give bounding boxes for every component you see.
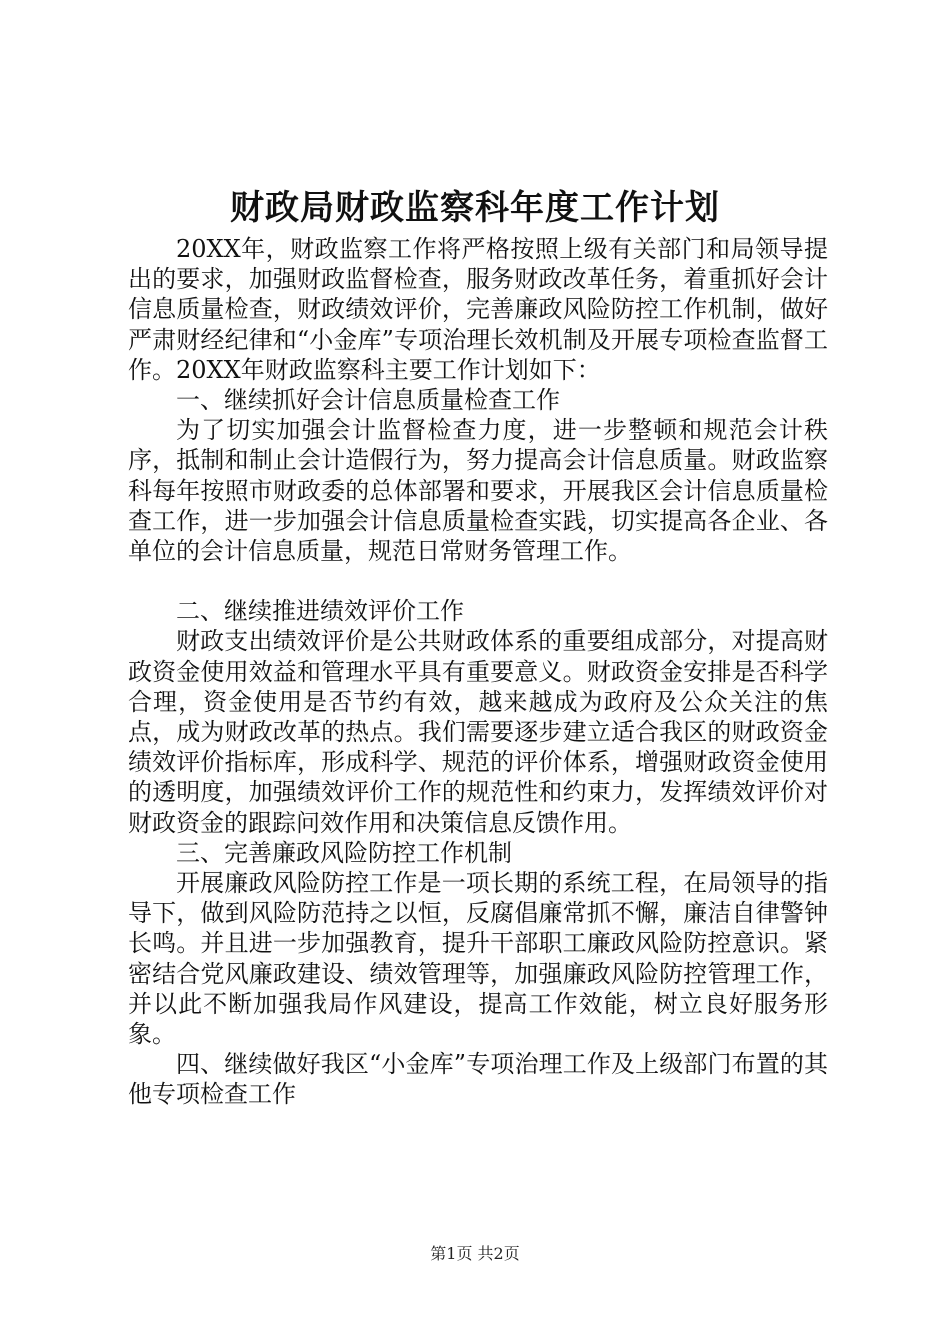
document-title: 财政局财政监察科年度工作计划 [230, 188, 720, 228]
section-paragraph-3: 开展廉政风险防控工作是一项长期的系统工程，在局领导的指导下，做到风险防范持之以恒，反腐倡廉常抓不懈，廉洁自律警钟长鸣。并且进一步加强教育，提升干部职工廉政风险防控意识。紧密结合党风廉政建设、绩效管理等，加强廉政风险防控管理工作，并以此不断加强我局作风建设，提高工作效能，树立良好服务形象。 [128, 869, 828, 1049]
paragraph-spacer [128, 566, 828, 596]
section-heading-1: 一、继续抓好会计信息质量检查工作 [176, 386, 560, 415]
page-number-footer: 第1页 共2页 [430, 1244, 520, 1263]
section-paragraph-1: 为了切实加强会计监督检查力度，进一步整顿和规范会计秩序，抵制和制止会计造假行为，努力提高会计信息质量。财政监察科每年按照市财政委的总体部署和要求，开展我区会计信息质量检查工作，进一步加强会计信息质量检查实践，切实提高各企业、各单位的会计信息质量，规范日常财务管理工作。 [128, 416, 828, 566]
section-paragraph-2: 财政支出绩效评价是公共财政体系的重要组成部分，对提高财政资金使用效益和管理水平具有重要意义。财政资金安排是否科学合理，资金使用是否节约有效，越来越成为政府及公众关注的焦点，成为财政改革的热点。我们需要逐步建立适合我区的财政资金绩效评价指标库，形成科学、规范的评价体系，增强财政资金使用的透明度，加强绩效评价工作的规范性和约束力，发挥绩效评价对财政资金的跟踪问效作用和决策信息反馈作用。 [128, 627, 828, 837]
document-body [128, 234, 828, 1110]
section-heading-2: 二、继续推进绩效评价工作 [176, 597, 464, 626]
intro-paragraph: 20XX年，财政监察工作将严格按照上级有关部门和局领导提出的要求，加强财政监督检查，服务财政改革任务，着重抓好会计信息质量检查，财政绩效评价，完善廉政风险防控工作机制，做好严肃财经纪律和“小金库”专项治理长效机制及开展专项检查监督工作。20XX年财政监察科主要工作计划如下： [128, 235, 828, 384]
section-heading-4: 四、继续做好我区“小金库”专项治理工作及上级部门布置的其他专项检查工作 [128, 1050, 828, 1109]
section-heading-3: 三、完善廉政风险防控工作机制 [176, 838, 512, 867]
